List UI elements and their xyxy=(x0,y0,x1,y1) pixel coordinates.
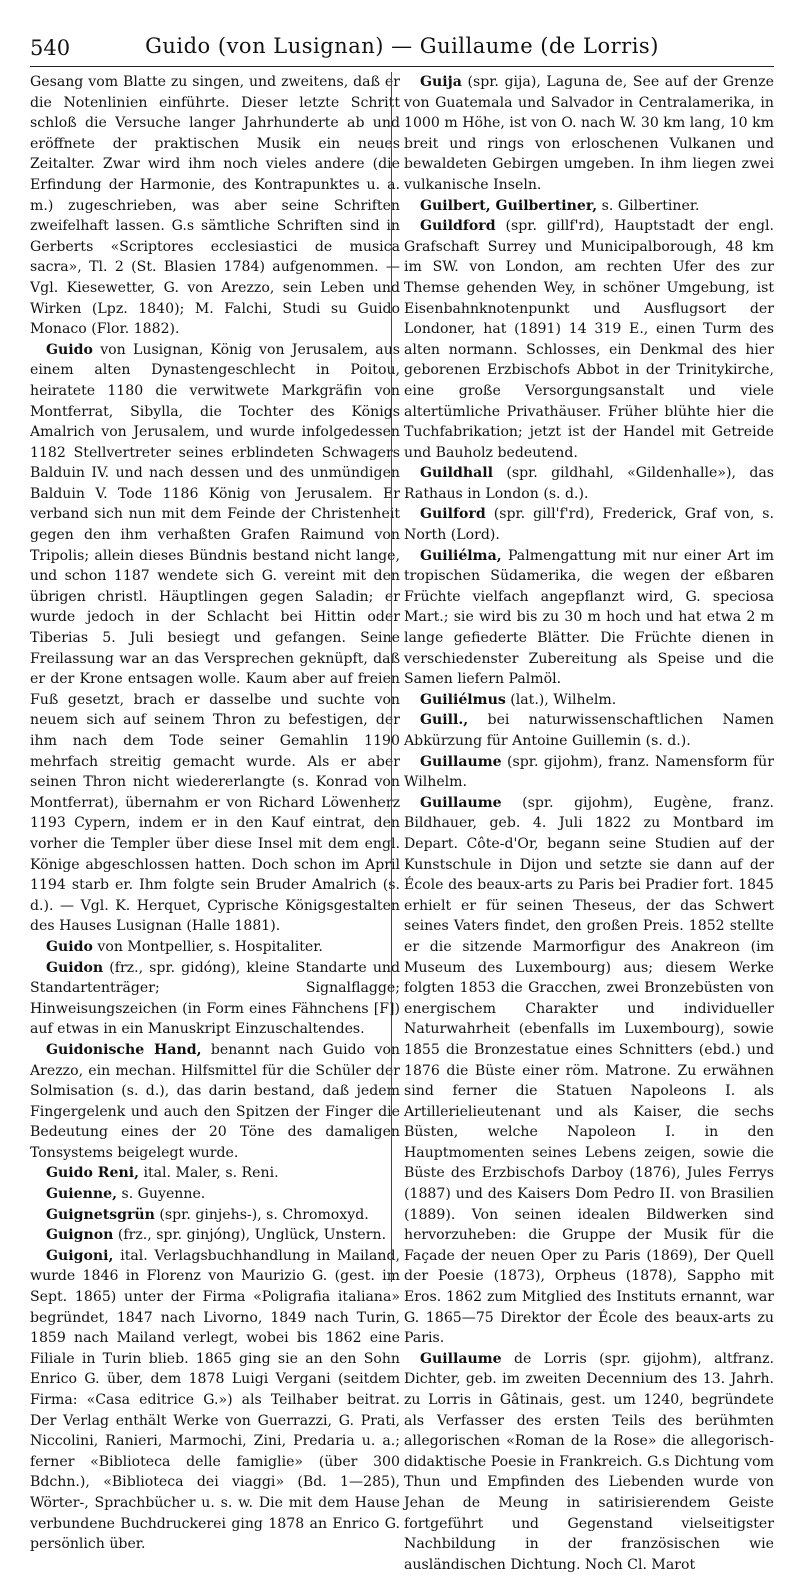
entry-text: de Lorris (spr. gijohm), altfranz. Dichter, geb. im zweiten Decennium des 13. Jahrh. zu Lorris in Gâtinais, gest. um 1240, begründete als Verfasser des ersten Teils des berühmten allegorischen «Roman de la Rose» die allegorisch-didaktische Poesie in Frankreich. G.s Dichtung vom Thun und Empfinden des Liebenden wurde von Jehan de Meung in satirisierendem Geiste fortgeführt und Gegenstand vielseitigster Nachbildung in der französischen wie ausländischen Dichtung. Noch Cl. Marot xyxy=(404,1350,774,1573)
dictionary-entry xyxy=(30,937,400,958)
dictionary-entry xyxy=(30,1184,400,1205)
left-column xyxy=(30,72,400,1555)
entry-text: (spr. gildhahl, «Gildenhalle»), das Rathaus in London (s. d.). xyxy=(404,465,774,502)
dictionary-entry xyxy=(404,690,774,711)
entry-headword: Guignon xyxy=(46,1227,114,1244)
entry-headword: Guido Reni, xyxy=(46,1165,139,1182)
dictionary-entry xyxy=(404,752,774,793)
dictionary-entry xyxy=(404,196,774,217)
entry-headword: Guido xyxy=(46,341,93,358)
dictionary-entry xyxy=(30,1163,400,1184)
entry-text: (frz., spr. gidóng), kleine Standarte und Standartenträger; Signalflagge; Hinweisungszeichen (in Form eines Fähnchens [F]) auf etwas in ein Manuskript Einzuschaltendes. xyxy=(30,959,400,1038)
entry-text: s. Guyenne. xyxy=(116,1186,206,1203)
dictionary-entry xyxy=(30,1205,400,1226)
dictionary-entry xyxy=(30,72,400,340)
entry-headword: Guido xyxy=(46,938,93,955)
entry-headword: Guidonische Hand, xyxy=(46,1041,202,1058)
entry-headword: Guilbert, Guilbertiner, xyxy=(420,197,598,214)
dictionary-entry xyxy=(404,710,774,751)
dictionary-entry xyxy=(30,340,400,937)
entry-headword: Guigoni, xyxy=(46,1247,114,1264)
entry-headword: Guignetsgrün xyxy=(46,1206,155,1223)
entry-text: (spr. ginjehs-), s. Chromoxyd. xyxy=(154,1206,369,1223)
entry-text: Palmengattung mit nur einer Art im tropischen Südamerika, die wegen der eßbaren Früchte vielfach angepflanzt wird, G. speciosa Mart.; sie wird bis zu 30 m hoch und hat etwa 2 m lange gefiederte Blätter. Die Früchte dienen in verschiedenster Zubereitung als Speise und die Samen liefern Palmöl. xyxy=(404,547,774,688)
dictionary-entry xyxy=(404,1349,774,1575)
entry-text: (spr. gillf'rd), Hauptstadt der engl. Grafschaft Surrey und Municipalborough, 48 km im SW. von London, am rechten Ufer des zur Themse gehenden Wey, in schöner Umgebung, ist Eisenbahnknotenpunkt und Ausflugsort der Londoner, hat (1891) 14 319 E., einen Turm des alten normann. Schlosses, ein Denkmal des hier geborenen Erzbischofs Abbot in der Trinitykirche, eine große Versorgungsanstalt und viele altertümliche Privathäuser. Früher blühte hier die Tuchfabrikation; jetzt ist der Handel mit Getreide und Bauholz bedeutend. xyxy=(404,218,774,461)
dictionary-entry xyxy=(404,463,774,504)
entry-headword: Guildford xyxy=(420,218,496,235)
entry-text: ital. Verlagsbuchhandlung in Mailand, wurde 1846 in Florenz von Maurizio G. (gest. im Sept. 1865) unter der Firma «Poligrafia italiana» begründet, 1847 nach Livorno, 1849 nach Turin, 1859 nach Mailand verlegt, wobei bis 1862 eine Filiale in Turin blieb. 1865 ging sie an den Sohn Enrico G. über, dem 1878 Luigi Vergani (seitdem Firma: «Casa editrice G.») als Teilhaber beitrat. Der Verlag enthält Werke von Guerrazzi, G. Prati, Niccolini, Ranieri, Marmochi, Zini, Predaria u. a.; ferner «Biblioteca delle famiglie» (über 300 Bdchn.), «Biblioteca dei viaggi» (Bd. 1—285), Wörter-, Sprachbücher u. s. w. Die mit dem Hause verbundene Buchdruckerei ging 1878 an Enrico G. persönlich über. xyxy=(30,1247,400,1553)
entry-text: (spr. gija), Laguna de, See auf der Grenze von Guatemala und Salvador in Centralamerika, in 1000 m Höhe, ist von O. nach W. 30 km lang, 10 km breit und rings von erloschenen Vulkanen und bewaldeten Gebirgen umgeben. In ihm liegen zwei vulkanische Inseln. xyxy=(404,74,774,193)
dictionary-entry xyxy=(404,793,774,1349)
dictionary-entry xyxy=(404,504,774,545)
dictionary-entry xyxy=(30,1040,400,1164)
running-title: Guido (von Lusignan) — Guillaume (de Lorris) xyxy=(145,34,659,58)
entry-text: ital. Maler, s. Reni. xyxy=(139,1165,279,1182)
dictionary-entry xyxy=(404,72,774,196)
dictionary-entry xyxy=(30,1225,400,1246)
entry-text: bei naturwissenschaftlichen Namen Abkürzung für Antoine Guillemin (s. d.). xyxy=(404,712,774,749)
dictionary-entry xyxy=(30,958,400,1040)
dictionary-entry xyxy=(404,216,774,463)
right-column xyxy=(404,72,774,1575)
dictionary-entry xyxy=(30,1246,400,1555)
entry-text: (spr. gill'f'rd), Frederick, Graf von, s. North (Lord). xyxy=(404,506,774,544)
entry-text: (lat.), Wilhelm. xyxy=(505,691,617,708)
entry-headword: Guilford xyxy=(420,506,486,523)
entry-text: (spr. gijohm), Eugène, franz. Bildhauer, geb. 4. Juli 1822 zu Montbard im Depart. Côte-d'Or, begann seine Studien auf der Kunstschule in Dijon und setzte sie dann auf der École des beaux-arts zu Paris bei Pradier fort. 1845 erhielt er für seinen Theseus, der das Schwert seines Vaters findet, den großen Preis. 1852 stellte er die sitzende Marmorfigur des Anakreon (im Museum des Luxembourg) aus; diesem Werke folgten 1853 die Gracchen, zwei Bronzebüsten von energischem Charakter und individueller Naturwahrheit (ebenfalls im Luxembourg), sowie 1855 die Bronzestatue eines Schnitters (ebd.) und 1876 die Büste einer röm. Matrone. Zu erwähnen sind ferner die Statuen Napoleons I. als Artillerielieutenant und als Kaiser, die sechs Büsten, welche Napoleon I. in den Hauptmomenten seines Lebens zeigen, sowie die Büste des Erzbischofs Darboy (1876), Jules Ferrys (1887) und des Kaisers Dom Pedro II. von Brasilien (1889). Von seinen idealen Bildwerken sind hervorzuheben: die Gruppe der Musik für die Façade der neuen Oper zu Paris (1869), Der Quell der Poesie (1873), Orpheus (1878), Sappho mit Eros. 1862 zum Mitglied des Instituts ernannt, war G. 1865—75 Direktor der École des beaux-arts zu Paris. xyxy=(404,794,774,1347)
dictionary-entry xyxy=(404,546,774,690)
entry-text: (frz., spr. ginjóng), Unglück, Unstern. xyxy=(113,1227,387,1244)
entry-headword: Guildhall xyxy=(420,465,493,482)
column-divider xyxy=(391,72,392,1282)
entry-text: (spr. gijohm), franz. Namensform für Wilhelm. xyxy=(404,753,774,791)
entry-headword: Guillaume xyxy=(420,1350,502,1367)
entry-headword: Guillaume xyxy=(420,794,502,811)
entry-headword: Guienne, xyxy=(46,1186,117,1203)
entry-text: von Lusignan, König von Jerusalem, aus einem alten Dynastengeschlecht in Poitou, heiratete 1180 die verwitwete Markgräfin von Montferrat, Sibylla, die Tochter des Königs Amalrich von Jerusalem, und wurde infolgedessen 1182 Stellvertreter seines erblindeten Schwagers Balduin IV. und nach dessen und des unmündigen Balduin V. Tode 1186 König von Jerusalem. Er verband sich nun mit dem Feinde der Christenheit gegen den ihm verhaßten Grafen Raimund von Tripolis; allein dieses Bündnis bestand nicht lange, und schon 1187 wendete sich G. vereint mit den übrigen christl. Häuptlingen gegen Saladin; er wurde jedoch in der Schlacht bei Hittin oder Tiberias 5. Juli besiegt und gefangen. Seine Freilassung war an das Versprechen geknüpft, daß er der Krone entsagen wolle. Kaum aber auf freien Fuß gesetzt, brach er dasselbe und suchte von neuem sich auf seinem Thron zu befestigen, der ihm nach dem Tode seiner Gemahlin 1190 mehrfach streitig gemacht wurde. Als er aber seinen Thron nicht wiedererlangte (s. Konrad von Montferrat), übernahm er von Richard Löwenherz 1193 Cypern, indem er in den Kauf eintrat, den vorher die Templer über diese Insel mit dem engl. Könige abgeschlossen hatten. Doch schon im April 1194 starb er. Ihm folgte sein Bruder Amalrich (s. d.). — Vgl. K. Herquet, Cyprische Königsgestalten des Hauses Lusignan (Halle 1881). xyxy=(30,341,400,935)
entry-text: s. Gilbertiner. xyxy=(597,197,700,214)
entry-headword: Guidon xyxy=(46,959,104,976)
entry-headword: Guillaume xyxy=(420,753,502,770)
entry-headword: Guiliélmus xyxy=(420,691,506,708)
entry-headword: Guija xyxy=(420,74,462,90)
entry-text: von Montpellier, s. Hospitaliter. xyxy=(92,938,323,955)
entry-text: benannt nach Guido von Arezzo, ein mechan. Hilfsmittel für die Schüler der Solmisation (s. d.), das darin bestand, daß jedem Fingergelenk und auch den Spitzen der Finger die Bedeutung eines der 20 Töne des damaligen Tonsystems beigelegt wurde. xyxy=(30,1041,401,1161)
entry-headword: Guiliélma, xyxy=(420,547,502,564)
page-header xyxy=(30,30,774,67)
entry-headword: Guill., xyxy=(420,712,469,729)
entry-text: Gesang vom Blatte zu singen, und zweitens, daß er die Notenlinien einführte. Dieser letzte Schritt schloß die Versuche langer Jahrhunderte ab und eröffnete der praktischen Musik ein neues Zeitalter. Zwar wird ihm noch vieles andere (die Erfindung der Harmonie, des Kontrapunktes u. a. m.) zugeschrieben, was aber seine Schriften zweifelhaft lassen. G.s sämtliche Schriften sind in Gerberts «Scriptores ecclesiastici de musica sacra», Tl. 2 (St. Blasien 1784) aufgenommen. — Vgl. Kiesewetter, G. von Arezzo, sein Leben und Wirken (Lpz. 1840); M. Falchi, Studi su Guido Monaco (Flor. 1882). xyxy=(30,74,400,338)
page-number: 540 xyxy=(30,36,71,60)
